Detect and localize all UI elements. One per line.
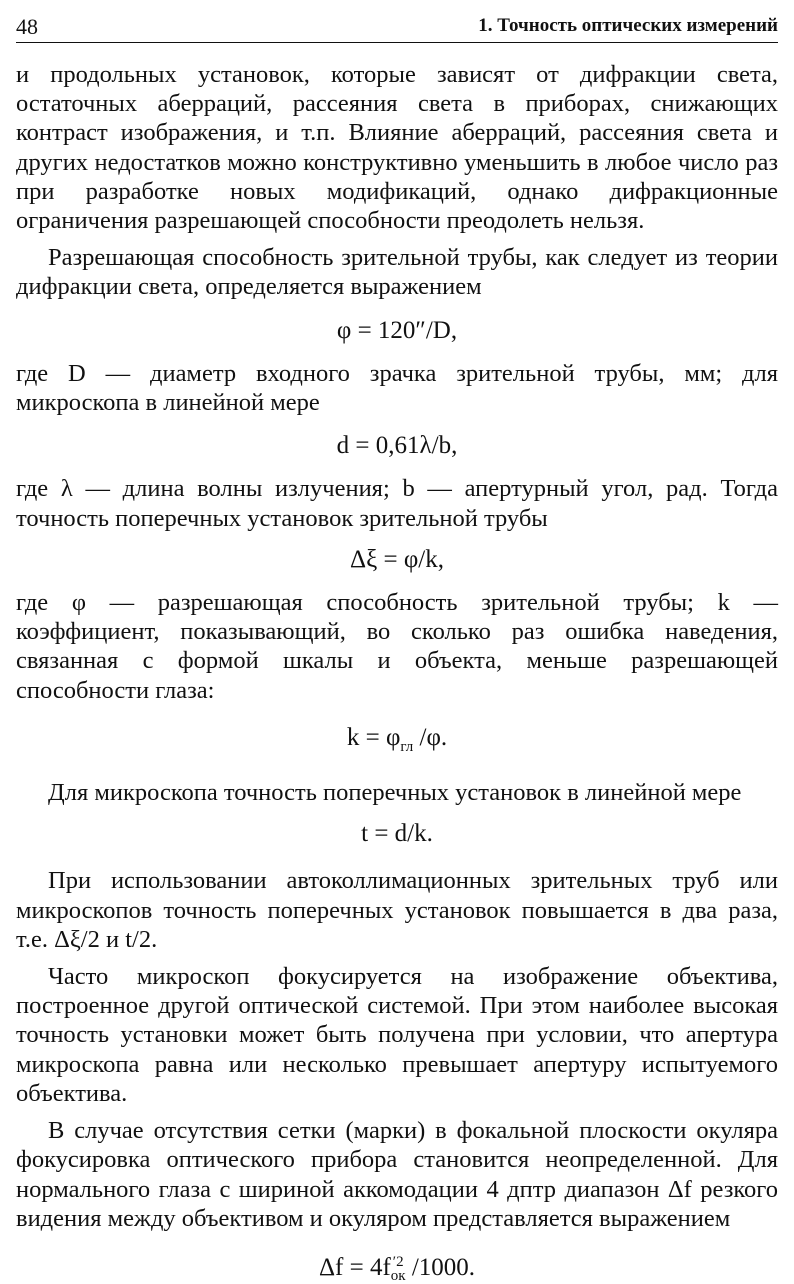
paragraph-microscope-accuracy: Для микроскопа точность поперечных установок в линейной мере	[48, 779, 742, 807]
formula-linear-accuracy: t = d/k.	[361, 820, 433, 848]
paragraph-coefficient: где φ — разрешающая способность зрительной трубы; k — коэффициент, показывающий, во сколько раз ошибка наведения, связанная с формой шкалы и объекта, меньше разрешающей способности глаза:	[16, 589, 778, 704]
formula-subscript: ок	[390, 1268, 406, 1284]
formula-superscript: ′2	[392, 1254, 404, 1271]
paragraph-focusing: Часто микроскоп фокусируется на изображение объектива, построенное другой оптической системой. При этом наиболее высокая точность установки может быть получена при условии, что апертура микроскопа равна или несколько превышает апертуру испытуемого объектива.	[16, 963, 778, 1107]
running-title: 1. Точность оптических измерений	[478, 15, 778, 36]
formula-coefficient: $k = \varphi_{гл}$ /φ.	[346, 723, 448, 755]
paragraph-wavelength: где λ — длина волны излучения; b — апертурный угол, рад. Тогда точность поперечных установок зрительной трубы	[16, 475, 778, 532]
formula-transverse-accuracy: Δξ = φ/k,	[350, 545, 444, 573]
paragraph-diameter: где D — диаметр входного зрачка зрительной трубы, мм; для микроскопа в линейной мере	[16, 359, 778, 417]
paragraph-continuation: и продольных установок, которые зависят от дифракции света, остаточных аберраций, рассеяния света в приборах, снижающих контраст изображения, и т.п. Влияние аберраций, рассеяния света и других недостатков можно конструктивно уменьшить в любое число раз при разработке новых модификаций, однако дифракционные ограничения разрешающей способности преодолеть нельзя.	[16, 61, 778, 235]
paragraph-no-reticle: В случае отсутствия сетки (марки) в фокальной плоскости окуляра фокусировка оптического прибора становится неопределенной. Для нормального глаза с шириной аккомодации 4 дптр диапазон Δf резкого видения между объективом и окуляром представляется выражением	[16, 1117, 778, 1232]
page-body	[16, 60, 778, 1283]
page-header	[16, 12, 778, 43]
formula-microscope-resolution: d = 0,61λ/b,	[336, 432, 458, 460]
formula-resolution: φ = 120″/D,	[336, 316, 458, 344]
paragraph-resolution: Разрешающая способность зрительной трубы, как следует из теории дифракции света, определяется выражением	[16, 244, 778, 301]
paragraph-autocollimation: При использовании автоколлимационных зрительных труб или микроскопов точность поперечных установок повышается в два раза, т.е. Δξ/2 и t/2.	[16, 867, 778, 953]
formula-subscript: гл	[400, 738, 414, 755]
formula-focus-range: Δf = 4f ′2 ок /1000.	[318, 1253, 476, 1284]
page-number: 48	[16, 14, 38, 39]
